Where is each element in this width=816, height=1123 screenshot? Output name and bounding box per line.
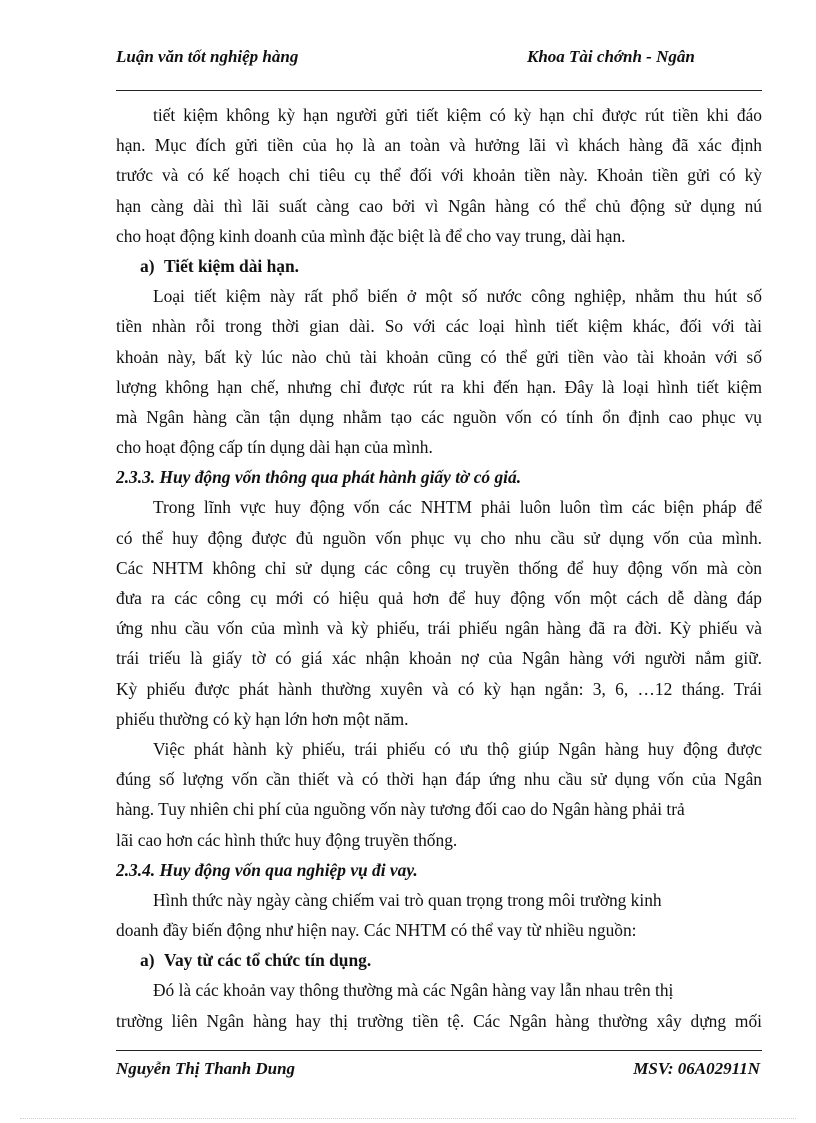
paragraph-line [116, 100, 762, 130]
paragraph-line [116, 975, 762, 1005]
line-text: đúng số lượng vốn cần thiết và có thời hạn đáp ứng nhu cầu sử dụng vốn của Ngân [116, 769, 762, 790]
line-text: trước và có kế hoạch chi tiêu cụ thể đối với khoản tiền này. Khoản tiền gửi có kỳ [116, 165, 762, 186]
header-thesis-title: Luận văn tốt nghiệp hàng [116, 47, 299, 66]
line-text: mà Ngân hàng cần tận dụng nhằm tạo các nguồn vốn có tính ổn định cao phục vụ [116, 406, 762, 427]
paragraph-line [116, 794, 762, 824]
paragraph-line [116, 613, 762, 643]
paragraph-line [116, 492, 762, 522]
line-text: Trong lĩnh vực huy động vốn các NHTM phải luôn luôn tìm các biện pháp để [153, 497, 762, 518]
line-text: trái triếu là giấy tờ có giá xác nhận khoản nợ của Ngân hàng với người nắm giữ. [116, 648, 762, 669]
line-text: tiết kiệm không kỳ hạn người gửi tiết kiệm có kỳ hạn chỉ được rút tiền khi đáo [153, 105, 762, 125]
list-label: a) [140, 950, 155, 971]
paragraph-line [116, 221, 762, 251]
line-text: tiền nhàn rỗi trong thời gian dài. So với các loại hình tiết kiệm khác, đối với tài [116, 316, 762, 337]
paragraph-line [116, 160, 762, 190]
paragraph-line [116, 281, 762, 311]
line-text: Kỳ phiếu được phát hành thường xuyên và có kỳ hạn ngắn: 3, 6, …12 tháng. Trái [116, 678, 762, 699]
paragraph-line [116, 583, 762, 613]
footer-rule [116, 1050, 762, 1051]
paragraph-line [116, 342, 762, 372]
line-text: trường liên Ngân hàng hay thị trường tiền tệ. Các Ngân hàng thường xây dựng mối [116, 1010, 762, 1031]
paragraph-line [116, 764, 762, 794]
paragraph-line [116, 704, 762, 734]
line-text: Tiết kiệm dài hạn. [164, 255, 299, 276]
footer-student-id: MSV: 06A02911N [633, 1059, 760, 1078]
line-text: Đó là các khoản vay thông thường mà các Ngân hàng vay lẫn nhau trên thị [153, 980, 674, 1001]
document-body [116, 100, 762, 1036]
paragraph-line [116, 674, 762, 704]
line-text: Vay từ các tổ chức tín dụng. [164, 950, 372, 971]
paragraph-line [116, 643, 762, 673]
paragraph-line [116, 885, 762, 915]
line-text: phiếu thường có kỳ hạn lớn hơn một năm. [116, 708, 409, 729]
line-text: hạn. Mục đích gửi tiền của họ là an toàn và hưởng lãi vì khách hàng đã xác định [116, 135, 762, 156]
paragraph-line [116, 825, 762, 855]
header-rule [116, 90, 762, 91]
section-heading [116, 462, 762, 492]
line-text: doanh đầy biến động như hiện nay. Các NHTM có thể vay từ nhiều nguồn: [116, 920, 637, 941]
line-text: Hình thức này ngày càng chiếm vai trò quan trọng trong môi trường kinh [153, 889, 662, 910]
paragraph-line [116, 402, 762, 432]
line-text: ứng nhu cầu vốn của mình và kỳ phiếu, trái phiếu ngân hàng đã ra đời. Kỳ phiếu và [116, 618, 762, 639]
line-text: Việc phát hành kỳ phiếu, trái phiếu có ưu thộ giúp Ngân hàng huy động được [153, 738, 762, 759]
paragraph-line [116, 523, 762, 553]
line-text: cho hoạt động kinh doanh của mình đặc biệt là để cho vay trung, dài hạn. [116, 225, 626, 246]
footer-author: Nguyễn Thị Thanh Dung [116, 1059, 296, 1078]
paragraph-line [116, 311, 762, 341]
line-text: có thể huy động được đủ nguồn vốn phục vụ cho nhu cầu sử dụng vốn của mình. [116, 527, 762, 548]
paragraph-line [116, 130, 762, 160]
paragraph-line [116, 372, 762, 402]
line-text: đưa ra các công cụ mới có hiệu quả hơn để huy động vốn một cách dễ dàng đáp [116, 588, 762, 608]
section-heading [116, 855, 762, 885]
line-text: lãi cao hơn các hình thức huy động truyền thống. [116, 829, 458, 850]
line-text: khoản này, bất kỳ lúc nào chủ tài khoản cũng có thể gửi tiền vào tài khoản với số [116, 346, 762, 367]
list-label: a) [140, 255, 155, 276]
paragraph-line [116, 553, 762, 583]
subsection-heading [116, 251, 762, 281]
page-edge-divider [20, 1118, 796, 1119]
line-text: Các NHTM không chỉ sử dụng các công cụ truyền thống để huy động vốn mà còn [116, 557, 762, 578]
paragraph-line [116, 191, 762, 221]
paragraph-line [116, 432, 762, 462]
header-faculty: Khoa Tài chớnh - Ngân [527, 47, 695, 66]
line-text: Loại tiết kiệm này rất phổ biến ở một số nước công nghiệp, nhằm thu hút số [153, 286, 762, 307]
line-text: 2.3.4. Huy động vốn qua nghiệp vụ đi vay. [116, 859, 418, 880]
line-text: cho hoạt động cấp tín dụng dài hạn của mình. [116, 437, 433, 458]
subsection-heading [116, 945, 762, 975]
paragraph-line [116, 915, 762, 945]
line-text: hàng. Tuy nhiên chi phí của nguồng vốn này tương đối cao do Ngân hàng phải trả [116, 799, 685, 820]
line-text: hạn càng dài thì lãi suất càng cao bởi vì Ngân hàng có thể chủ động sử dụng nú [116, 195, 762, 216]
line-text: 2.3.3. Huy động vốn thông qua phát hành giấy tờ có giá. [116, 467, 522, 488]
paragraph-line [116, 734, 762, 764]
paragraph-line [116, 1006, 762, 1036]
line-text: lượng không hạn chế, nhưng chỉ được rút ra khi đến hạn. Đây là loại hình tiết kiệm [116, 376, 762, 397]
